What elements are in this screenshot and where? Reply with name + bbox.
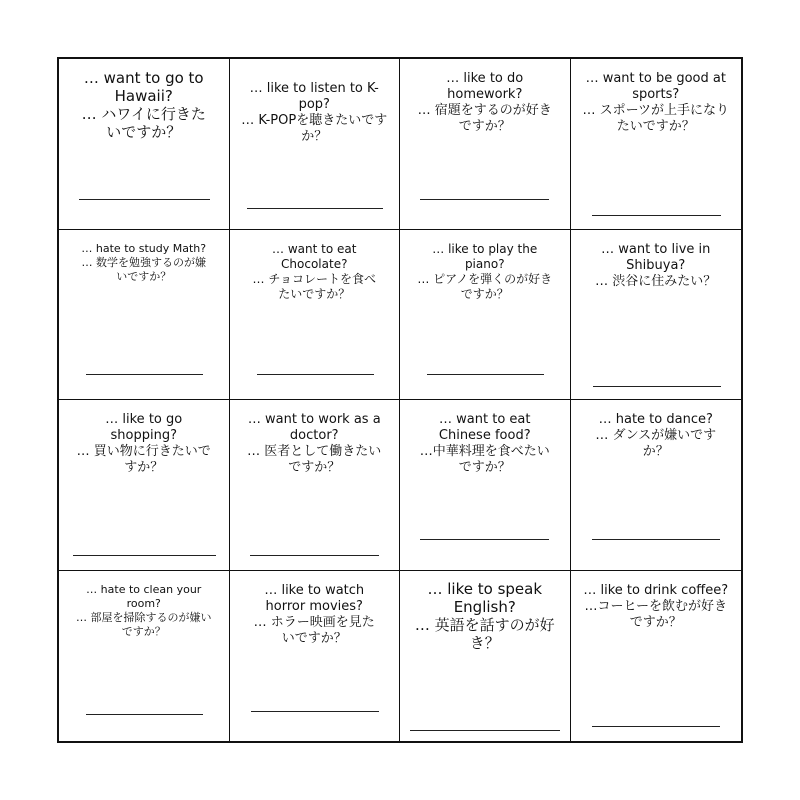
cell-english-question: … want to live in Shibuya? xyxy=(601,241,711,273)
cell-japanese-question: … 医者として働きたいですか？ xyxy=(247,444,382,475)
cell-japanese-question: … 数学を勉強するのが嫌いですか？ xyxy=(81,255,206,283)
cell-english-question: … like to do homework? xyxy=(446,71,524,102)
answer-line xyxy=(593,386,721,387)
bingo-cell xyxy=(571,59,742,230)
bingo-cell xyxy=(400,400,571,571)
cell-japanese-question: … 部屋を掃除するのが嫌いですか？ xyxy=(76,610,212,638)
answer-line xyxy=(410,730,560,731)
bingo-cell xyxy=(230,230,401,401)
cell-japanese-question: … 渋谷に住みたい？ xyxy=(595,273,717,289)
bingo-cell xyxy=(400,571,571,742)
cell-english-question: … like to speak English? xyxy=(427,579,543,616)
cell-text xyxy=(75,69,213,141)
cell-english-question: … want to eat Chinese food? xyxy=(438,412,531,443)
cell-japanese-question: … 英語を話すのが好き？ xyxy=(414,615,555,652)
bingo-cell xyxy=(230,400,401,571)
cell-english-question: … want to go to Hawaii? xyxy=(83,69,204,105)
cell-english-question: … want to eat Chocolate? xyxy=(272,241,357,271)
cell-japanese-question: … K-POPを聴きたいですか？ xyxy=(241,113,388,144)
answer-line xyxy=(257,374,374,375)
cell-text xyxy=(238,81,392,145)
bingo-cell xyxy=(571,400,742,571)
cell-text xyxy=(408,580,562,652)
cell-japanese-question: … 買い物に行きたいですか？ xyxy=(76,444,211,475)
cell-japanese-question: … スポーツが上手になりたいですか？ xyxy=(582,103,730,134)
cell-japanese-question: … ハワイに行きたいですか？ xyxy=(81,105,206,141)
answer-line xyxy=(86,374,203,375)
cell-text xyxy=(589,242,724,290)
cell-english-question: … hate to clean your room? xyxy=(86,582,202,610)
answer-line xyxy=(427,374,544,375)
cell-japanese-question: …コーヒーを飲むが好きですか？ xyxy=(584,598,727,630)
cell-english-question: … want to work as a doctor? xyxy=(247,412,381,443)
bingo-cell xyxy=(400,59,571,230)
cell-text xyxy=(250,242,380,302)
cell-japanese-question: …中華料理を食べたいですか？ xyxy=(419,444,550,475)
bingo-cell xyxy=(230,571,401,742)
bingo-cell xyxy=(571,230,742,401)
bingo-cell xyxy=(59,230,230,401)
cell-japanese-question: … ホラー映画を見たいですか？ xyxy=(253,614,375,646)
bingo-cell xyxy=(230,59,401,230)
cell-english-question: … like to go shopping? xyxy=(105,412,183,443)
bingo-cell xyxy=(59,571,230,742)
answer-line xyxy=(79,199,210,200)
cell-english-question: … like to listen to K-pop? xyxy=(249,81,379,112)
answer-line xyxy=(420,199,549,200)
cell-text xyxy=(418,412,552,476)
answer-line xyxy=(250,555,379,556)
cell-english-question: … like to play the piano? xyxy=(432,241,538,271)
answer-line xyxy=(251,711,379,712)
cell-text xyxy=(579,71,734,135)
cell-english-question: … want to be good at sports? xyxy=(585,71,726,102)
cell-japanese-question: … 宿題をするのが好きですか？ xyxy=(417,103,552,134)
cell-english-question: … like to drink coffee? xyxy=(583,582,729,598)
cell-japanese-question: … ピアノを弾くのが好きですか？ xyxy=(417,271,553,301)
bingo-cell xyxy=(571,571,742,742)
bingo-cell xyxy=(59,59,230,230)
answer-line xyxy=(73,555,216,556)
answer-line xyxy=(592,215,721,216)
cell-english-question: … hate to dance? xyxy=(598,412,713,427)
cell-text xyxy=(412,242,558,302)
cell-text xyxy=(579,583,734,631)
cell-english-question: … like to watch horror movies? xyxy=(264,582,365,614)
answer-line xyxy=(592,726,720,727)
cell-english-question: … hate to study Math? xyxy=(81,241,207,255)
cell-text xyxy=(242,412,388,476)
answer-line xyxy=(420,539,549,540)
cell-text xyxy=(71,412,217,476)
bingo-cell xyxy=(400,230,571,401)
cell-japanese-question: … チョコレートを食べたいですか？ xyxy=(252,271,376,301)
cell-text xyxy=(414,71,556,135)
cell-text xyxy=(77,242,211,284)
answer-line xyxy=(86,714,203,715)
answer-line xyxy=(247,208,383,209)
cell-text xyxy=(75,583,213,639)
cell-text xyxy=(248,583,382,647)
cell-text xyxy=(589,412,724,460)
bingo-grid xyxy=(57,57,743,743)
bingo-cell xyxy=(59,400,230,571)
answer-line xyxy=(592,539,720,540)
cell-japanese-question: … ダンスが嫌いですか？ xyxy=(595,428,717,459)
